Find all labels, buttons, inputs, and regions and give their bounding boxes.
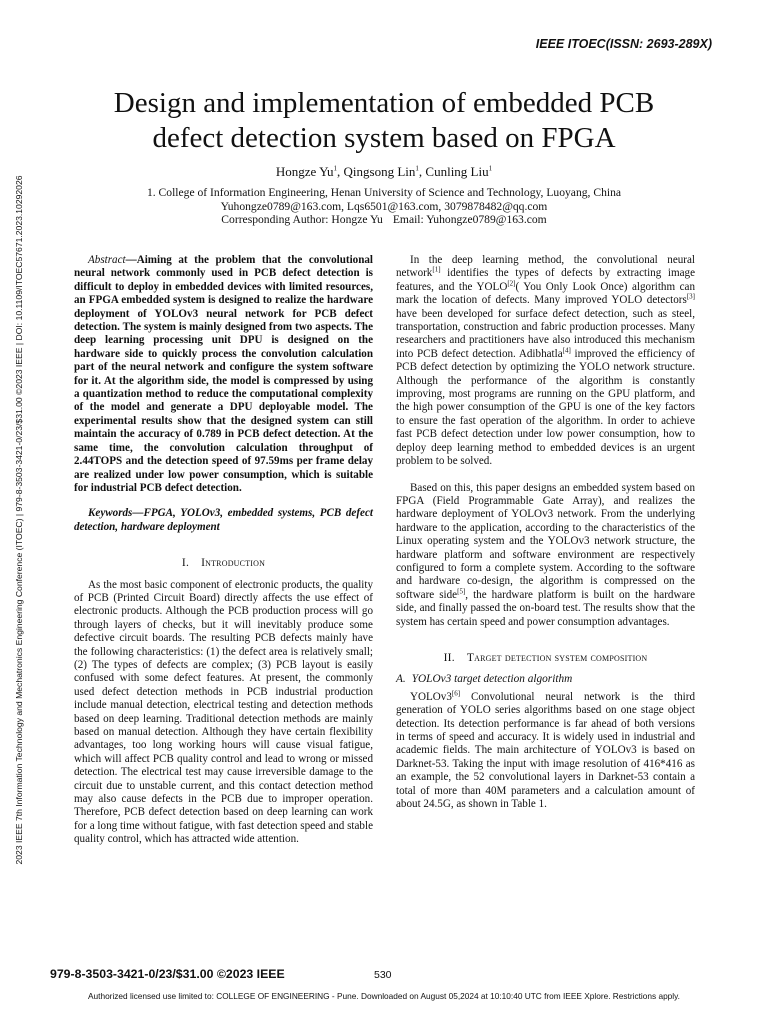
side-citation-strip xyxy=(10,150,28,890)
section-number: I. xyxy=(181,556,190,570)
paragraph-text: ( You Only Look Once) algorithm can mark the location of defects. Many improved YOLO detectors xyxy=(396,280,696,307)
footer-isbn: 979-8-3503-3421-0/23/$31.00 ©2023 IEEE xyxy=(50,967,285,981)
left-column xyxy=(74,254,373,847)
subsection-heading-yolov3 xyxy=(396,673,695,686)
page-number: 530 xyxy=(374,969,392,981)
section-heading-target-detection xyxy=(396,651,695,664)
author-name: Cunling Liu xyxy=(425,164,489,179)
abstract-text: —Aiming at the problem that the convolutional neural network commonly used in PCB defect detection is difficult to deploy in embedded devices with limited resources, an FPGA embedded system is designed to realize the hardware deployment of YOLOv3 neural network for PCB defect detection. The system is mainly designed from two aspects. The deep learning processing unit DPU is designed on the hardware side to quickly process the convolution calculation part of the neural network and configure the system software for it. At the algorithm side, the model is compressed by using a quantization method to reduce the computational complexity of the model and generate a DPU deployable model. The experimental results show that the designed system can still maintain the accuracy of 0.789 in PCB defect detection. At the same time, the convolution calculation throughput of 2.44TOPS and the detection speed of 97.59ms per frame delay are realized under low power consumption, which is suitable for industrial PCB defect detection. xyxy=(74,254,373,494)
intro-paragraph: As the most basic component of electronic products, the quality of PCB (Printed Circuit Board) directly affects the use effect of electronic products. Although the PCB production process will go through layers of checks, but it will inevitably produce some defective circuit boards. The resulting PCB defects mainly have the following characteristics: (1) the defect area is relatively small; (2) The types of defects are complex; (3) PCB layout is easily confused with some defect features. At present, the commonly used defect detection methods in PCB industrial production include manual detection, electrical testing and detection methods based on deep learning. Traditional detection methods are mainly based on manual detection. Although they have certain flexibility advantages, too long working hours will cause visual fatigue, which will affect PCB quality control and lead to wrong or missed detection. The electrical test may cause irreversible damage to the circuit due to unstable current, and this contact detection method may also cause defects in the PCB due to improper operation. Therefore, PCB defect detection based on deep learning can work for a long time without fatigue, with fast detection speed and stable quality control, which has attracted wide attention. xyxy=(74,578,373,846)
abstract xyxy=(74,254,373,495)
side-citation-text: 2023 IEEE 7th Information Technology and Mechatronics Engineering Conference (ITOEC) | 979-8-3503-3421-0/23/$31.00 ©2023 IEEE | DOI: 10.1109/ITOEC57671.2023.10292026 xyxy=(14,175,24,865)
title-line-2: defect detection system based on FPGA xyxy=(152,122,616,154)
paragraph-text: identifies the types of defects by extracting image features, and the YOLO xyxy=(396,267,695,293)
section-number: II. xyxy=(443,650,455,664)
corresponding-author xyxy=(0,213,768,226)
author-name: Qingsong Lin xyxy=(343,164,416,179)
paragraph-text: improved the efficiency of PCB defect detection by optimizing the YOLO network structure. Although the performance of the algorithm is constantly improving, most programs are running on the GPU platform, and the high power consumption of the GPU is one of the key factors to ensure the fast operation of the algorithm. In order to achieve fast PCB defect detection under low power consumption, how to deploy deep learning method to embedded devices is an urgent problem to be solved. xyxy=(396,347,695,468)
title-line-1: Design and implementation of embedded PCB xyxy=(113,87,655,119)
subsection-title: YOLOv3 target detection algorithm xyxy=(411,673,573,686)
paragraph-text: , the hardware platform is built on the hardware side, and finally passed the on-board test. The results show that the system has certain speed and power consumption advantages. xyxy=(396,588,695,628)
author-name: Hongze Yu xyxy=(275,164,334,179)
system-design-paragraph xyxy=(396,482,695,629)
paragraph-text: have been developed for surface defect detection, such as steel, transportation, construction and fabric production processes. Many researchers and practitioners have also introduced this mechanism into PCB defect detection. Adibhatla xyxy=(396,307,695,360)
subsection-number: A. xyxy=(396,673,406,686)
paragraph-text: Convolutional neural network is the third generation of YOLO series algorithms based on one stage object detection. Its detection performance is far ahead of both versions in terms of speed and accuracy. It is widely used in industrial and academic fields. The main architecture of YOLOv3 is based on Darknet-53. Taking the input with image resolution of 416*416 as an example, the 52 convolutional layers in Darknet-53 contain a total of more than 40M parameters and a calculation amount of about 24.5G, as shown in Table 1. xyxy=(396,690,695,811)
citation-ref: [1] xyxy=(432,265,441,274)
citation-ref: [2] xyxy=(507,279,516,288)
right-column xyxy=(396,254,695,811)
citation-ref: [5] xyxy=(457,587,466,596)
section-title: Target detection system composition xyxy=(466,650,648,664)
citation-ref: [3] xyxy=(686,292,695,301)
author-affil-mark: 1 xyxy=(488,164,493,173)
author-affil-mark: 1 xyxy=(333,164,338,173)
corresponding-name: Corresponding Author: Hongze Yu xyxy=(221,213,383,226)
keywords-text: —FPGA, YOLOv3, embedded systems, PCB defect detection, hardware deployment xyxy=(74,507,373,533)
author-list: Hongze Yu$^1$, Qingsong Lin$^1$, Cunling Liu$^1$ xyxy=(275,164,493,179)
abstract-lead: Abstract xyxy=(88,254,126,266)
keywords-lead: Keywords xyxy=(88,507,133,520)
license-notice: Authorized licensed use limited to: COLLEGE OF ENGINEERING - Pune. Downloaded on August 05,2024 at 10:10:40 UTC from IEEE Xplore. Restrictions apply. xyxy=(88,991,680,1001)
section-title: Introduction xyxy=(201,556,266,570)
deep-learning-paragraph xyxy=(396,254,695,469)
affiliation-line: 1. College of Information Engineering, Henan University of Science and Technology, Luoyang, China xyxy=(146,186,622,199)
author-emails: Yuhongze0789@163.com, Lqs6501@163.com, 3079878482@qq.com xyxy=(220,200,548,213)
citation-ref: [6] xyxy=(451,689,461,698)
paper-title xyxy=(60,86,708,156)
paragraph-text: In the deep learning method, the convolutional neural network xyxy=(396,254,695,280)
citation-ref: [4] xyxy=(562,346,571,355)
paragraph-text: YOLOv3 xyxy=(410,690,452,703)
corresponding-email: Email: Yuhongze0789@163.com xyxy=(392,213,547,226)
paragraph-text: Based on this, this paper designs an embedded system based on FPGA (Field Programmable Gate Array), and realizes the hardware deployment of YOLOv3 network. From the underlying hardware to the application, according to the characteristics of the Linux operating system and the YOLOv3 network structure, the hardware platform and software environment are respectively configured to form a complete system. According to the software and hardware co-design, the algorithm is compressed on the software side xyxy=(396,481,695,601)
keywords xyxy=(74,507,373,534)
section-heading-introduction xyxy=(74,556,373,569)
author-affil-mark: 1 xyxy=(415,164,419,173)
journal-header: IEEE ITOEC(ISSN: 2693-289X) xyxy=(535,37,712,51)
yolov3-paragraph xyxy=(396,691,695,812)
